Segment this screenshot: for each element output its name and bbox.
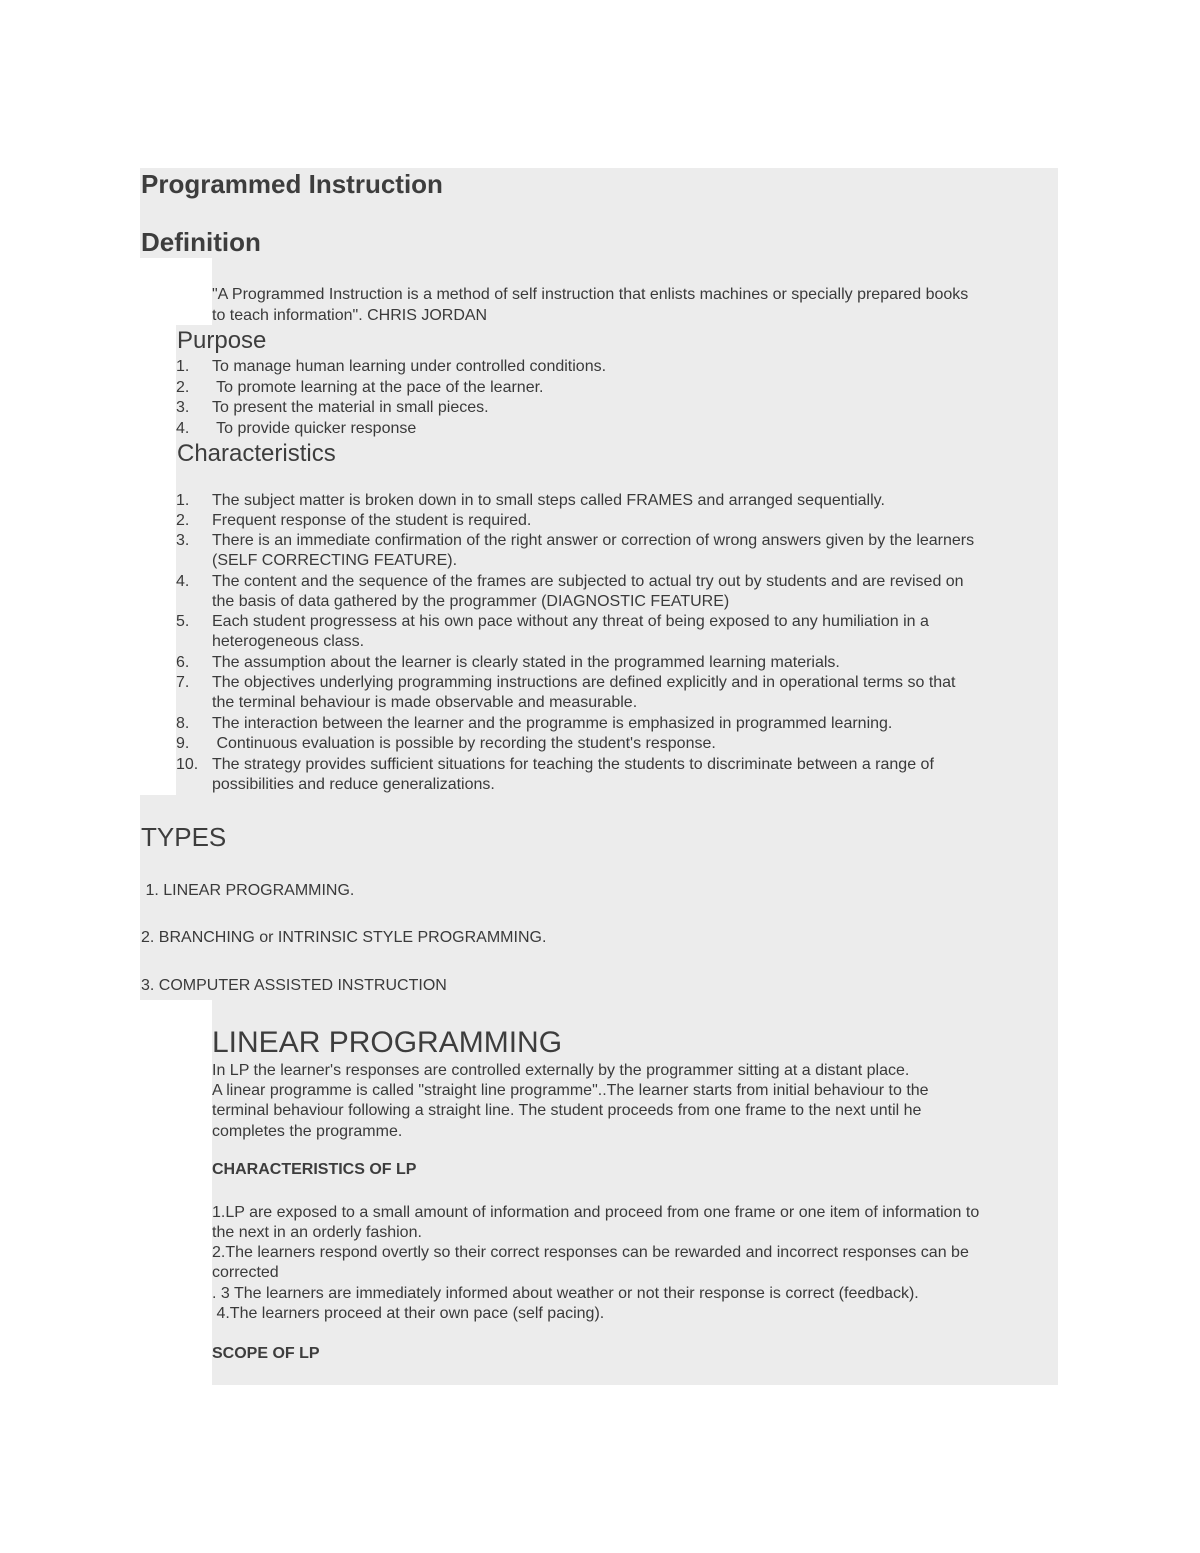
lp-characteristics-line: 2.The learners respond overtly so their correct responses can be rewarded and incorrect responses can be (212, 1244, 969, 1261)
lp-scope-heading: SCOPE OF LP (212, 1345, 320, 1362)
list-number: 5. (176, 613, 190, 630)
list-number: 7. (176, 674, 190, 691)
list-item: There is an immediate confirmation of the right answer or correction of wrong answers given by the learners (212, 532, 975, 549)
lp-characteristics-line: corrected (212, 1264, 279, 1281)
list-number: 6. (176, 654, 190, 671)
lp-characteristics-line: 4.The learners proceed at their own pace (self pacing). (212, 1305, 605, 1322)
list-item: The strategy provides sufficient situations for teaching the students to discriminate between a range of (212, 756, 934, 773)
linear-heading: LINEAR PROGRAMMING (212, 1026, 563, 1059)
list-number: 1. (176, 492, 190, 509)
list-item: The interaction between the learner and the programme is emphasized in programmed learning. (212, 715, 893, 732)
list-number: 9. (176, 735, 190, 752)
list-item: To provide quicker response (212, 420, 417, 437)
linear-para-line: In LP the learner's responses are controlled externally by the programmer sitting at a distant place. (212, 1062, 910, 1079)
list-item-continuation: (SELF CORRECTING FEATURE). (212, 552, 458, 569)
list-number: 4. (176, 573, 190, 590)
linear-para-line: terminal behaviour following a straight line. The student proceeds from one frame to the next until he (212, 1102, 922, 1119)
types-item: 1. LINEAR PROGRAMMING. (141, 882, 355, 899)
list-item-continuation: heterogeneous class. (212, 633, 365, 650)
list-item: Continuous evaluation is possible by recording the student's response. (212, 735, 716, 752)
list-item-continuation: the basis of data gathered by the programmer (DIAGNOSTIC FEATURE) (212, 593, 730, 610)
lp-characteristics-line: . 3 The learners are immediately informed about weather or not their response is correct (feedback). (212, 1285, 919, 1302)
page-title: Programmed Instruction (141, 169, 443, 199)
definition-quote-line-2: to teach information". CHRIS JORDAN (212, 307, 488, 324)
list-item-continuation: the terminal behaviour is made observable and measurable. (212, 694, 638, 711)
list-number: 8. (176, 715, 190, 732)
list-item: To present the material in small pieces. (212, 399, 489, 416)
list-number: 1. (176, 358, 190, 375)
types-item: 3. COMPUTER ASSISTED INSTRUCTION (141, 977, 447, 994)
list-item: To promote learning at the pace of the learner. (212, 379, 544, 396)
list-number: 10. (176, 756, 199, 773)
purpose-heading: Purpose (177, 327, 267, 354)
list-number: 2. (176, 379, 190, 396)
lp-characteristics-line: the next in an orderly fashion. (212, 1224, 422, 1241)
list-number: 3. (176, 399, 190, 416)
definition-quote-line-1: "A Programmed Instruction is a method of self instruction that enlists machines or specially prepared books (212, 286, 969, 303)
types-item: 2. BRANCHING or INTRINSIC STYLE PROGRAMMING. (141, 929, 547, 946)
list-item: The assumption about the learner is clearly stated in the programmed learning materials. (212, 654, 840, 671)
list-item: The objectives underlying programming instructions are defined explicitly and in operational terms so that (212, 674, 956, 691)
types-heading: TYPES (141, 822, 227, 852)
linear-para-line: completes the programme. (212, 1123, 403, 1140)
linear-para-line: A linear programme is called "straight line programme"..The learner starts from initial behaviour to the (212, 1082, 929, 1099)
list-item: Each student progressess at his own pace without any threat of being exposed to any humiliation in a (212, 613, 929, 630)
list-item: Frequent response of the student is required. (212, 512, 532, 529)
list-item: To manage human learning under controlled conditions. (212, 358, 607, 375)
list-item-continuation: possibilities and reduce generalizations. (212, 776, 495, 793)
list-item: The content and the sequence of the frames are subjected to actual try out by students and are revised on (212, 573, 964, 590)
list-number: 4. (176, 420, 190, 437)
lp-characteristics-heading: CHARACTERISTICS OF LP (212, 1161, 417, 1178)
list-item: The subject matter is broken down in to small steps called FRAMES and arranged sequentially. (212, 492, 885, 509)
characteristics-heading: Characteristics (177, 440, 336, 467)
list-number: 3. (176, 532, 190, 549)
list-number: 2. (176, 512, 190, 529)
lp-characteristics-line: 1.LP are exposed to a small amount of information and proceed from one frame or one item of information to (212, 1204, 980, 1221)
definition-heading: Definition (141, 227, 261, 257)
